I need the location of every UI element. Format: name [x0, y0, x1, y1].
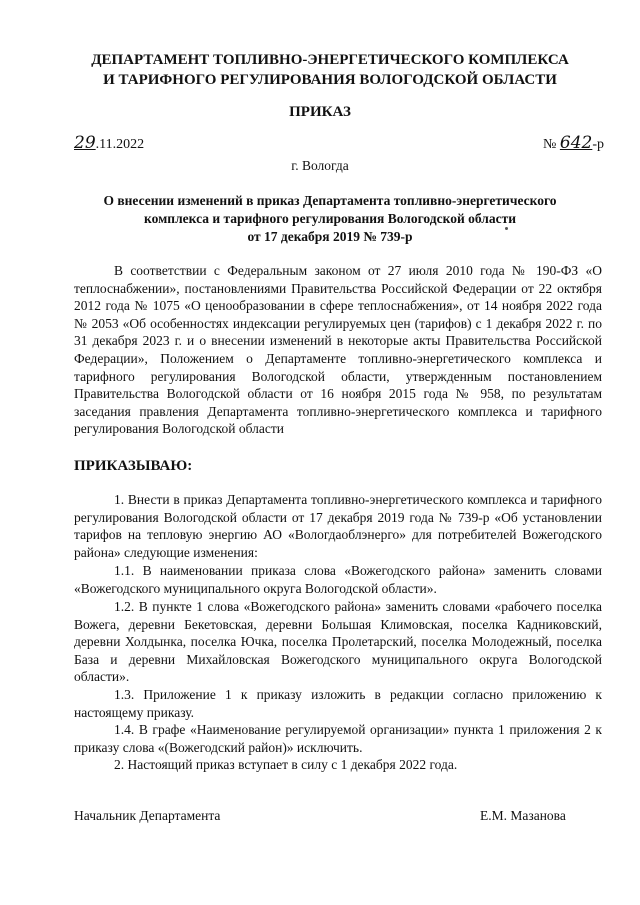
date-number-row [74, 133, 604, 153]
signatory-position: Начальник Департамента [74, 808, 221, 823]
item-1-4: 1.4. В графе «Наименование регулируемой организации» пункта 1 приложения 2 к приказу слова «(Вожегодский район)» исключить. [74, 722, 602, 755]
order-subject [60, 192, 600, 246]
stray-mark [505, 227, 508, 230]
number-suffix: -р [592, 137, 604, 152]
item-1-2: 1.2. В пункте 1 слова «Вожегодского района» заменить словами «рабочего поселка Вожега, деревни Бекетовская, деревни Большая Климовская, поселка Кадниковский, деревни Холдынка, поселка Ючка, поселка Пролетарский, поселка Молодежный, поселка База и деревни Михайловская Вожегодского муниципального округа Вологодской области». [74, 599, 602, 685]
item-1-1: 1.1. В наименовании приказа слова «Вожегодского района» заменить словами «Вожегодского муниципального округа Вологодской области». [74, 563, 602, 596]
number-prefix: № [543, 137, 560, 152]
header-line-1: ДЕПАРТАМЕНТ ТОПЛИВНО-ЭНЕРГЕТИЧЕСКОГО КОМПЛЕКСА [91, 52, 569, 68]
subject-line-3: от 17 декабря 2019 № 739-р [247, 229, 413, 244]
signatory-name: Е.М. Мазанова [480, 808, 566, 823]
document-type-title: ПРИКАЗ [289, 104, 351, 120]
city-line: г. Вологда [291, 158, 349, 173]
order-word: ПРИКАЗЫВАЮ: [74, 458, 193, 474]
number-handwritten: 642 [559, 133, 593, 153]
item-2: 2. Настоящий приказ вступает в силу с 1 декабря 2022 года. [114, 757, 458, 772]
document-number [543, 133, 604, 153]
header-line-2: И ТАРИФНОГО РЕГУЛИРОВАНИЯ ВОЛОГОДСКОЙ ОБЛАСТИ [103, 72, 557, 88]
handwritten-signature [250, 760, 430, 850]
item-1-3: 1.3. Приложение 1 к приказу изложить в редакции согласно приложению к настоящему приказу. [74, 687, 602, 720]
date-rest: .11.2022 [95, 137, 145, 152]
item-1: 1. Внести в приказ Департамента топливно-энергетического комплекса и тарифного регулирования Вологодской области от 17 декабря 2019 года № 739-р «Об установлении тарифов на тепловую энергию АО «Вологдаоблэнерго» для потребителей Вожегодского района» следующие изменения: [74, 492, 602, 560]
date-day-handwritten: 29 [74, 133, 96, 153]
subject-line-1: О внесении изменений в приказ Департамента топливно-энергетического [103, 193, 557, 208]
subject-line-2: комплекса и тарифного регулирования Вологодской области [144, 211, 516, 226]
department-header [40, 50, 620, 90]
preamble-paragraph: В соответствии с Федеральным законом от 27 июля 2010 года № 190-ФЗ «О теплоснабжении», постановлениями Правительства Российской Федерации от 22 октября 2012 года № 1075 «О ценообразовании в сфере теплоснабжения», от 14 ноября 2022 года № 2053 «Об особенностях индексации регулируемых цен (тарифов) с 1 декабря 2022 г. по 31 декабря 2023 г. и о внесении изменений в некоторые акты Правительства Российской Федерации», Положением о Департаменте топливно-энергетического комплекса и тарифного регулирования Вологодской области, утвержденным постановлением Правительства Вологодской области от 16 ноября 2015 года № 958, по результатам заседания правления Департамента топливно-энергетического комплекса и тарифного регулирования Вологодской области [74, 263, 602, 437]
document-date [74, 133, 145, 153]
